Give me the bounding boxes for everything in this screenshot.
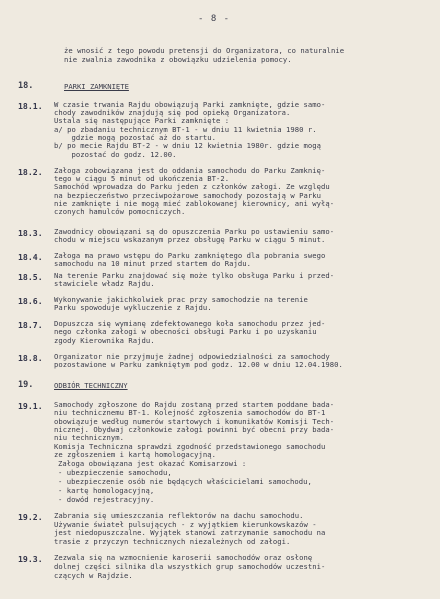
item-line: - ubezpieczenie samochodu,: [58, 468, 172, 477]
item-number: 19.1.: [18, 401, 43, 411]
item-line: Parku spowoduje wykluczenie z Rajdu.: [54, 303, 212, 312]
item-number: 18.7.: [18, 320, 43, 330]
intro-line: że wnosić z tego powodu pretensji do Organizatora, co naturalnie: [64, 46, 345, 55]
item-line: - kartę homologacyjną,: [58, 486, 155, 495]
item-line: Dopuszcza się wymianę zdefektowanego koła samochodu przez jed-: [54, 319, 326, 328]
item-line: Komisja Techniczna sprawdzi zgodność przedstawionego samochodu: [54, 442, 326, 451]
item-number: 18.6.: [18, 296, 43, 306]
item-line: chody zawodników znajdują się pod opieką Organizatora.: [54, 108, 291, 117]
item-line: - ubezpieczenie osób nie będących właścicielami samochodu,: [58, 477, 312, 486]
section-title: PARKI ZAMKNIĘTE: [64, 82, 129, 91]
item-line: Zawodnicy obowiązani są do opuszczenia Parku po ustawieniu samo-: [54, 227, 335, 236]
item-number: 19.2.: [18, 512, 43, 522]
item-number: 19.3.: [18, 554, 43, 564]
item-line: pozostawione w Parku zamkniętym pod godz. 12.00 w dniu 12.04.1980.: [54, 360, 343, 369]
item-line: tego w ciągu 5 minut od ukończenia BT-2.: [54, 174, 230, 183]
item-line: Samochody zgłoszone do Rajdu zostaną przed startem poddane bada-: [54, 400, 335, 409]
item-number: 18.5.: [18, 272, 43, 282]
item-line: Zabrania się umieszczania reflektorów na dachu samochodu.: [54, 511, 304, 520]
item-line: chodu w miejscu wskazanym przez obsługę Parku w ciągu 5 minut.: [54, 235, 326, 244]
item-line: ze zgłoszeniem i kartą homologacyjną.: [54, 450, 216, 459]
section-title: ODBIÓR TECHNICZNY: [54, 381, 128, 390]
item-number: 18.2.: [18, 167, 43, 177]
item-line: a/ po zbadaniu technicznym BT-1 - w dniu 11 kwietnia 1980 r.: [54, 125, 317, 134]
item-line: nego członka załogi w obecności obsługi Parku i po uzyskaniu: [54, 327, 317, 336]
intro-line: nie zwalnia zawodnika z obowiązku udzielenia pomocy.: [64, 55, 292, 64]
item-line: dolnej części silnika dla wszystkich grup samochodów uczestni-: [54, 562, 326, 571]
item-line: pozostać do godz. 12.00.: [54, 150, 177, 159]
section-number: 19.: [18, 380, 34, 390]
page-number: - 8 -: [198, 14, 231, 24]
item-line: Wykonywanie jakichkolwiek prac przy samochodzie na terenie: [54, 295, 308, 304]
item-line: - dowód rejestracyjny.: [58, 495, 155, 504]
item-number: 18.3.: [18, 228, 43, 238]
item-line: niu technicznym.: [54, 433, 125, 442]
item-number: 18.8.: [18, 353, 43, 363]
item-line: Załoga ma prawo wstępu do Parku zamkniętego dla pobrania swego: [54, 251, 326, 260]
item-line: Zezwala się na wzmocnienie karoserii samochodów oraz osłonę: [54, 553, 313, 562]
item-line: zgody Kierownika Rajdu.: [54, 336, 155, 345]
item-line: Załoga zobowiązana jest do oddania samochodu do Parku Zamknię-: [54, 166, 326, 175]
item-line: b/ po mecie Rajdu BT-2 - w dniu 12 kwietnia 1980r. gdzie mogą: [54, 141, 322, 150]
item-line: trasie z przyczyn technicznych niezależnych od załogi.: [54, 537, 291, 546]
item-line: Ustala się następujące Parki zamknięte :: [54, 116, 230, 125]
item-line: nie zamknięte i nie mogą mieć zablokowanej kierownicy, ani wyłą-: [54, 199, 335, 208]
item-line: nicznej. Obydwaj członkowie załogi powinni być obecni przy bada-: [54, 425, 335, 434]
item-line: Używanie świateł pulsujących - z wyjątkiem kierunkowskazów -: [54, 520, 317, 529]
item-line: czących w Rajdzie.: [54, 571, 133, 580]
item-line: W czasie trwania Rajdu obowiązują Parki zamknięte, gdzie samo-: [54, 100, 326, 109]
item-line: samochodu na 10 minut przed startem do Rajdu.: [54, 259, 251, 268]
item-line: stawiciele władz Rajdu.: [54, 279, 155, 288]
item-number: 18.1.: [18, 101, 43, 111]
item-number: 18.4.: [18, 252, 43, 262]
item-line: gdzie mogą pozostać aż do startu.: [54, 133, 216, 142]
item-line: obowiązuje według numerów startowych i komunikatów Komisji Tech-: [54, 417, 335, 426]
item-line: jest niedopuszczalne. Wyjątek stanowi zatrzymanie samochodu na: [54, 528, 326, 537]
item-line: czonych hamulców pomocniczych.: [54, 207, 186, 216]
item-line: niu technicznemu BT-1. Kolejność zgłoszenia samochodów do BT-1: [54, 408, 326, 417]
item-line: Załoga obowiązana jest okazać Komisarzowi :: [58, 459, 247, 468]
section-number: 18.: [18, 81, 34, 91]
item-line: Samochód wprowadza do Parku jeden z członków załogi. Ze względu: [54, 182, 330, 191]
item-line: Na terenie Parku znajdować się może tylko obsługa Parku i przed-: [54, 271, 335, 280]
item-line: Organizator nie przyjmuje żadnej odpowiedzialności za samochody: [54, 352, 330, 361]
item-line: na bezpieczeństwo przeciwpożarowe samochody pozostają w Parku: [54, 191, 322, 200]
